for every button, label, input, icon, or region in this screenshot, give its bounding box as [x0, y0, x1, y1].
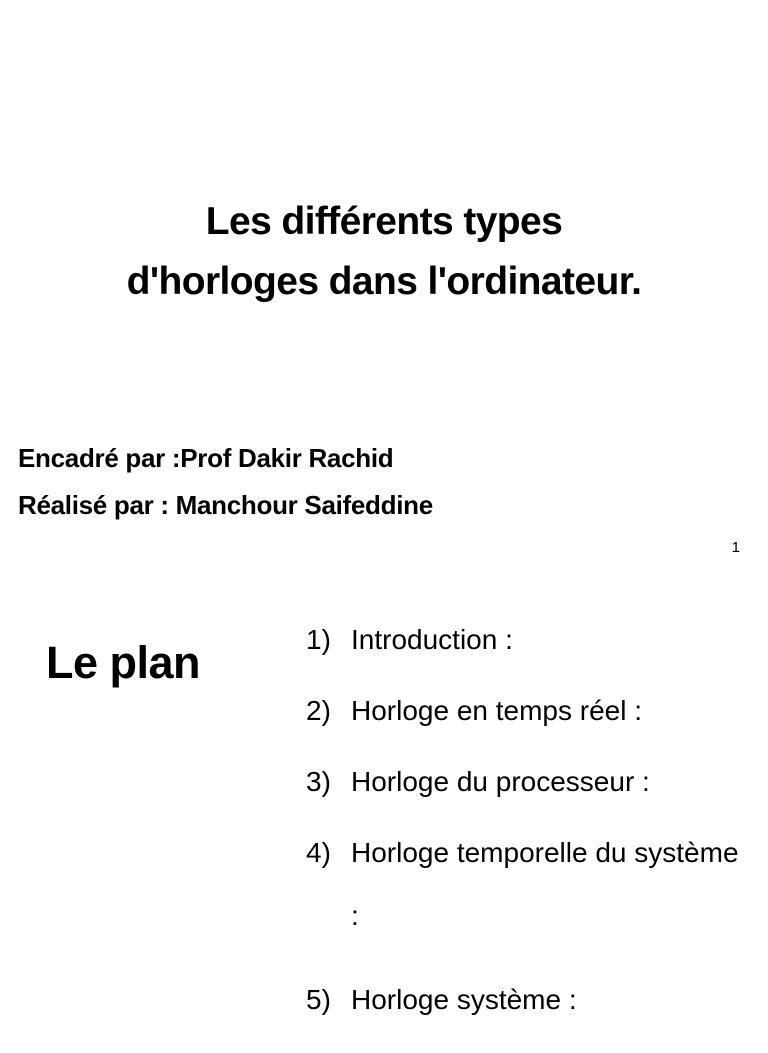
plan-item-number: 2)	[306, 695, 331, 726]
title-line-1: Les différents types	[205, 200, 563, 243]
plan-item-number: 4)	[306, 837, 331, 868]
title-line-2: d'horloges dans l'ordinateur.	[126, 260, 642, 303]
plan-item-text: Horloge en temps réel :	[351, 695, 643, 726]
author-line: Réalisé par : Manchour Saifeddine	[18, 490, 433, 520]
credits	[18, 435, 433, 529]
plan-item	[306, 835, 746, 947]
presentation-title	[0, 192, 768, 312]
page-number: 1	[731, 539, 740, 556]
plan-item-number: 5)	[306, 984, 331, 1015]
plan-list	[306, 622, 746, 1053]
plan-item	[306, 693, 746, 729]
plan-slide	[0, 575, 768, 1024]
supervisor-line: Encadré par :Prof Dakir Rachid	[18, 443, 394, 473]
plan-item-text: Horloge système :	[351, 984, 577, 1015]
plan-item	[306, 764, 746, 800]
plan-item-text: Horloge du processeur :	[351, 766, 650, 797]
plan-item-number: 1)	[306, 624, 331, 655]
plan-item-number: 3)	[306, 766, 331, 797]
plan-heading: Le plan	[46, 637, 201, 688]
plan-item-text: Horloge temporelle du système :	[351, 837, 739, 931]
plan-item	[306, 622, 746, 658]
plan-item-text: Introduction :	[351, 624, 513, 655]
plan-item	[306, 982, 746, 1018]
